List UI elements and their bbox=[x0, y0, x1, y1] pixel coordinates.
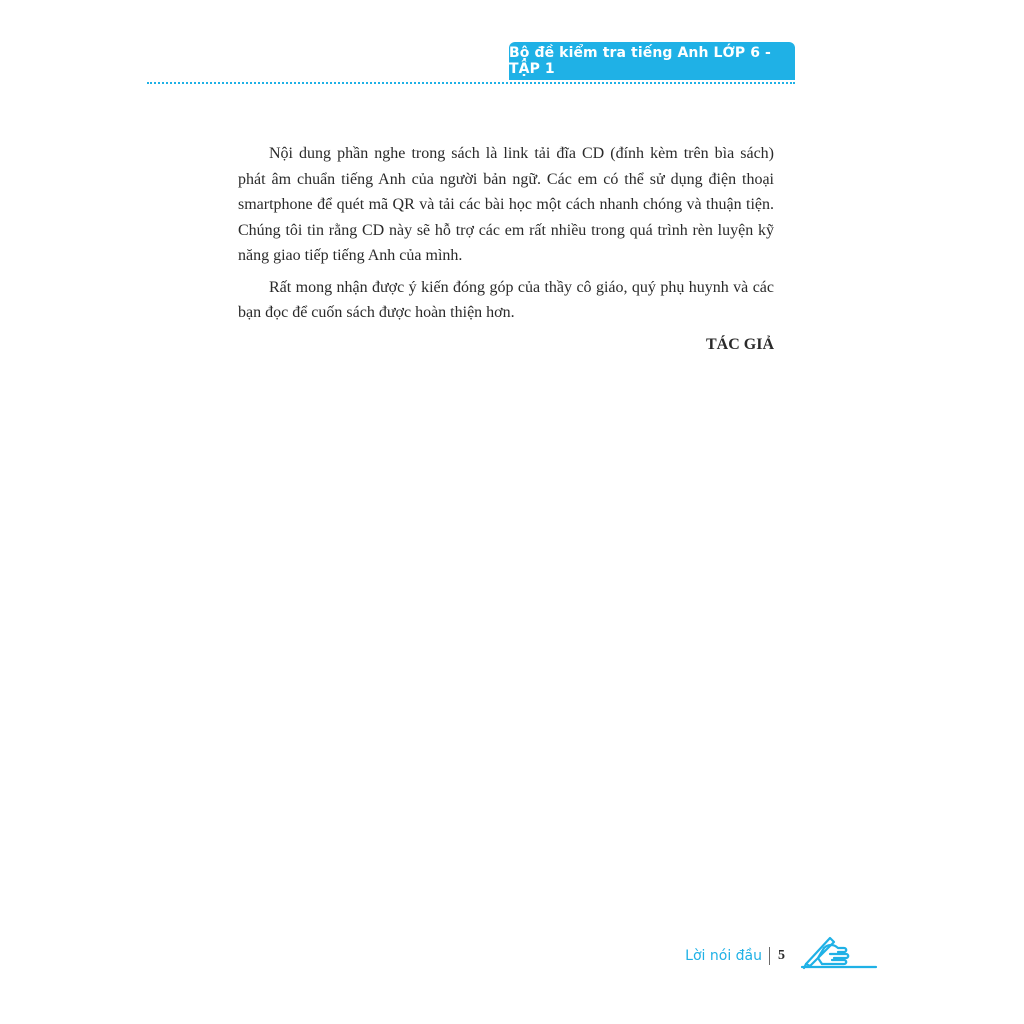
footer-section-title: Lời nói đầu bbox=[685, 948, 762, 964]
paragraph-1: Nội dung phần nghe trong sách là link tải đĩa CD (đính kèm trên bìa sách) phát âm chuẩn tiếng Anh của người bản ngữ. Các em có thể sử dụng điện thoại smartphone để quét mã QR và tải các bài học một cách nhanh chóng và thuận tiện. Chúng tôi tin rằng CD này sẽ hỗ trợ các em rất nhiều trong quá trình rèn luyện kỹ năng giao tiếp tiếng Anh của mình. bbox=[238, 145, 774, 264]
book-title: Bộ đề kiểm tra tiếng Anh LỚP 6 - TẬP 1 bbox=[509, 45, 771, 77]
footer-separator bbox=[769, 947, 770, 965]
header-dotted-rule bbox=[147, 82, 795, 84]
paragraph-2: Rất mong nhận được ý kiến đóng góp của thầy cô giáo, quý phụ huynh và các bạn đọc để cuốn sách được hoàn thiện hơn. bbox=[238, 278, 774, 321]
header-book-title bbox=[509, 42, 795, 80]
page-content bbox=[238, 141, 774, 357]
hand-writing-icon bbox=[800, 934, 880, 970]
author-signature: TÁC GIẢ bbox=[705, 335, 774, 353]
page-number: 5 bbox=[778, 948, 785, 963]
page-footer bbox=[600, 940, 880, 974]
